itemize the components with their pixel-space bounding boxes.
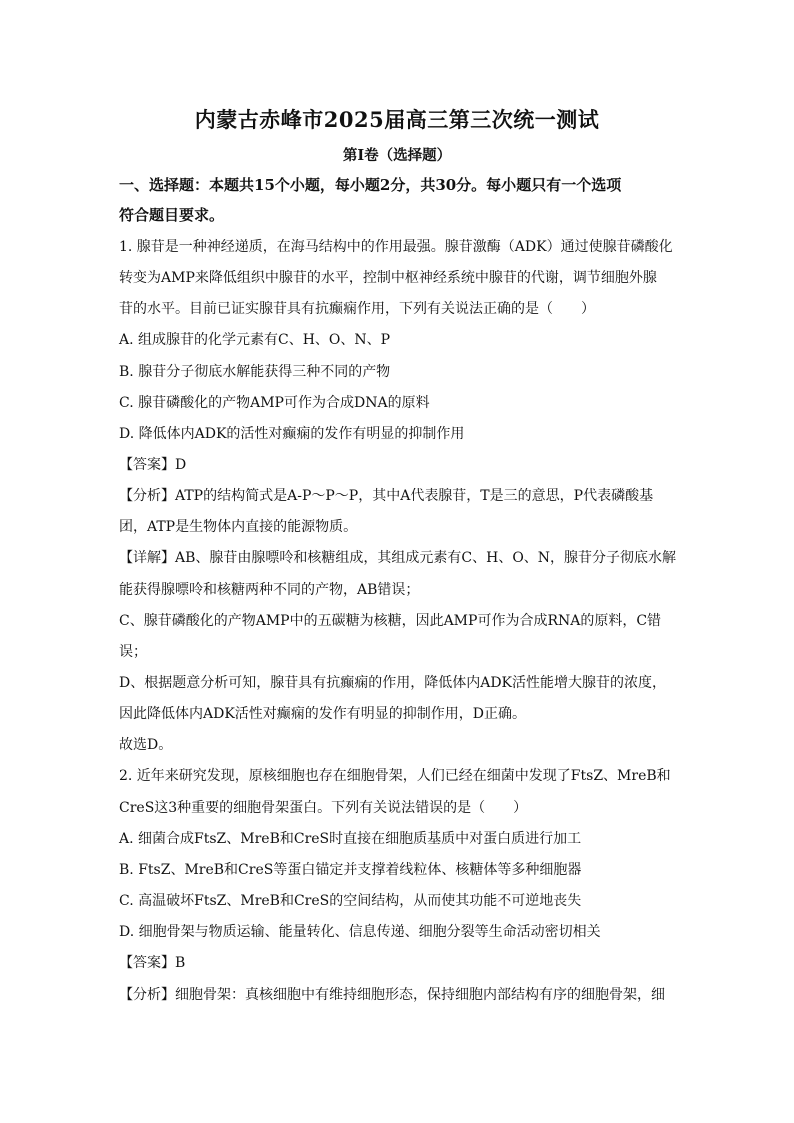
q2-option-d: D. 细胞骨架与物质运输、能量转化、信息传递、细胞分裂等生命活动密切相关	[119, 924, 601, 940]
q2-stem-line: 2. 近年来研究发现，原核细胞也存在细胞骨架，人们已经在细菌中发现了FtsZ、MreB和	[119, 768, 671, 784]
volume-heading: 第Ⅰ卷（选择题）	[342, 147, 452, 164]
section-heading-line: 一、选择题：本题共15个小题，每小题2分，共30分。每小题只有一个选项	[119, 176, 622, 194]
q1-option-c: C. 腺苷磷酸化的产物AMP可作为合成DNA的原料	[119, 395, 430, 411]
q2-option-a: A. 细菌合成FtsZ、MreB和CreS时直接在细胞质基质中对蛋白质进行加工	[119, 831, 582, 847]
q1-option-a: A. 组成腺苷的化学元素有C、H、O、N、P	[119, 332, 391, 348]
q1-detail-line: 故选D。	[119, 737, 173, 753]
q1-detail-line: 因此降低体内ADK活性对癫痫的发作有明显的抑制作用，D正确。	[119, 706, 527, 722]
q1-answer: 【答案】D	[119, 457, 187, 473]
q1-option-d: D. 降低体内ADK的活性对癫痫的发作有明显的抑制作用	[119, 426, 465, 442]
q1-detail-line: 能获得腺嘌呤和核糖两种不同的产物，AB错误；	[119, 582, 420, 598]
q2-option-b: B. FtsZ、MreB和CreS等蛋白锚定并支撑着线粒体、核糖体等多种细胞器	[119, 862, 582, 878]
q2-option-c: C. 高温破坏FtsZ、MreB和CreS的空间结构，从而使其功能不可逆地丧失	[119, 893, 582, 909]
q2-answer: 【答案】B	[119, 955, 186, 971]
q1-option-b: B. 腺苷分子彻底水解能获得三种不同的产物	[119, 364, 391, 380]
q2-analysis-line: 【分析】细胞骨架：真核细胞中有维持细胞形态，保持细胞内部结构有序的细胞骨架，细	[119, 987, 665, 1003]
q1-detail-line: 误；	[119, 644, 147, 660]
section-heading-line: 符合题目要求。	[119, 206, 225, 224]
q1-stem-line: 1. 腺苷是一种神经递质，在海马结构中的作用最强。腺苷激酶（ADK）通过使腺苷磷酸化	[119, 239, 673, 255]
q2-stem-line: CreS这3种重要的细胞骨架蛋白。下列有关说法错误的是（ ）	[119, 800, 528, 816]
q1-detail-line: D、根据题意分析可知，腺苷具有抗癫痫的作用，降低体内ADK活性能增大腺苷的浓度，	[119, 675, 667, 691]
q1-detail-line: C、腺苷磷酸化的产物AMP中的五碳糖为核糖，因此AMP可作为合成RNA的原料，C错	[119, 613, 662, 629]
q1-stem-line: 转变为AMP来降低组织中腺苷的水平，控制中枢神经系统中腺苷的代谢，调节细胞外腺	[119, 270, 657, 286]
q1-stem-line: 苷的水平。目前已证实腺苷具有抗癫痫作用，下列有关说法正确的是（ ）	[119, 301, 595, 317]
q1-analysis-line: 【分析】ATP的结构简式是A-P～P～P，其中A代表腺苷，T是三的意思，P代表磷酸基	[119, 488, 654, 504]
page-title: 内蒙古赤峰市2025届高三第三次统一测试	[194, 107, 600, 132]
q1-detail-line: 【详解】AB、腺苷由腺嘌呤和核糖组成，其组成元素有C、H、O、N，腺苷分子彻底水解	[119, 550, 677, 566]
q1-analysis-line: 团，ATP是生物体内直接的能源物质。	[119, 519, 358, 535]
